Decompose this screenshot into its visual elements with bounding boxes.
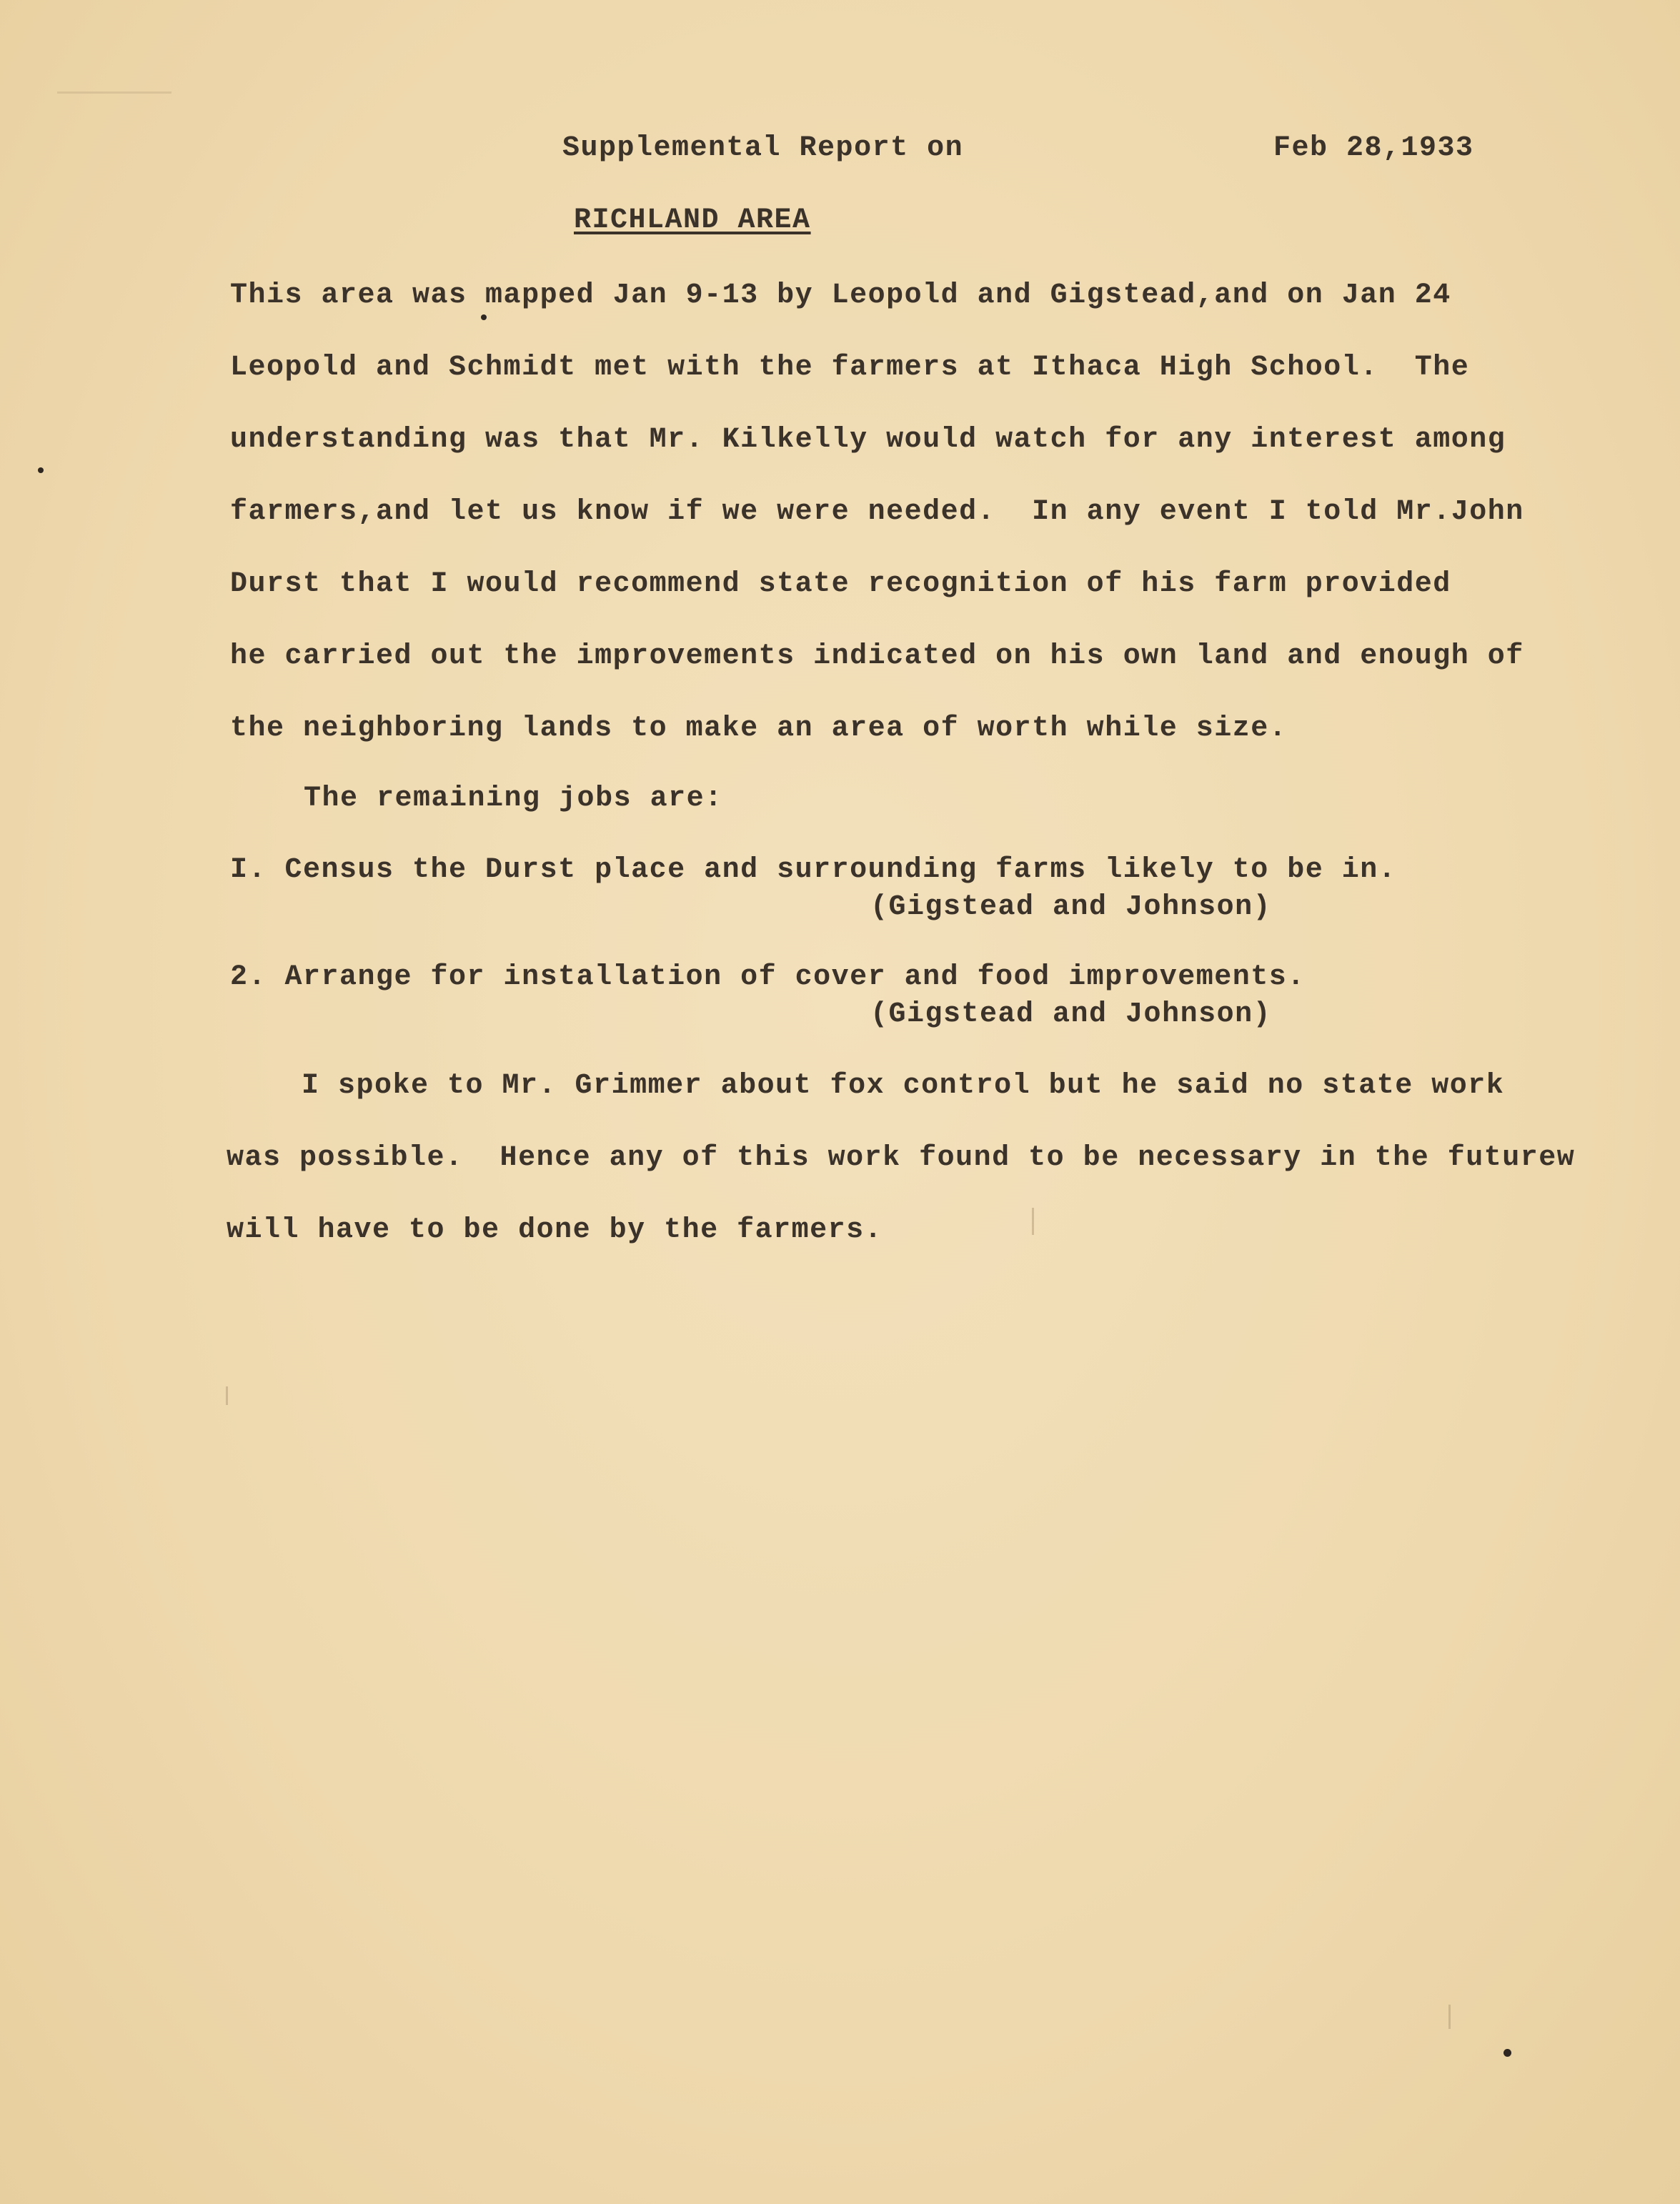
closing-line: will have to be done by the farmers. bbox=[227, 1214, 883, 1246]
paragraph-line: understanding was that Mr. Kilkelly would watch for any interest among bbox=[230, 424, 1506, 456]
paragraph-line: farmers,and let us know if we were needed. In any event I told Mr.John bbox=[230, 496, 1524, 528]
jobs-intro: The remaining jobs are: bbox=[304, 783, 723, 815]
area-title: RICHLAND AREA bbox=[574, 204, 811, 237]
ink-speck bbox=[1503, 2049, 1511, 2057]
paper-scratch bbox=[1448, 2005, 1451, 2029]
closing-line: was possible. Hence any of this work found to be necessary in the futurew bbox=[227, 1142, 1576, 1174]
ink-speck bbox=[38, 467, 44, 473]
report-date: Feb 28,1933 bbox=[1273, 132, 1474, 164]
paper-scratch bbox=[1032, 1208, 1034, 1235]
paper-scratch bbox=[226, 1386, 228, 1405]
paragraph-line: Leopold and Schmidt met with the farmers at Ithaca High School. The bbox=[230, 352, 1470, 384]
job-item: 2. Arrange for installation of cover and food improvements. bbox=[230, 961, 1306, 993]
job-item: I. Census the Durst place and surrounding farms likely to be in. bbox=[230, 854, 1397, 886]
paragraph-line: This area was mapped Jan 9-13 by Leopold and Gigstead,and on Jan 24 bbox=[230, 279, 1451, 312]
closing-line: I spoke to Mr. Grimmer about fox control but he said no state work bbox=[302, 1070, 1505, 1102]
job-assignees: (Gigstead and Johnson) bbox=[870, 891, 1272, 923]
ink-speck bbox=[481, 314, 487, 320]
report-heading: Supplemental Report on bbox=[562, 132, 964, 164]
paragraph-line: he carried out the improvements indicated on his own land and enough of bbox=[230, 640, 1524, 672]
paragraph-line: Durst that I would recommend state recognition of his farm provided bbox=[230, 568, 1451, 600]
paragraph-line: the neighboring lands to make an area of worth while size. bbox=[230, 713, 1288, 745]
paper-edge-mark bbox=[57, 91, 172, 94]
job-assignees: (Gigstead and Johnson) bbox=[870, 998, 1272, 1031]
